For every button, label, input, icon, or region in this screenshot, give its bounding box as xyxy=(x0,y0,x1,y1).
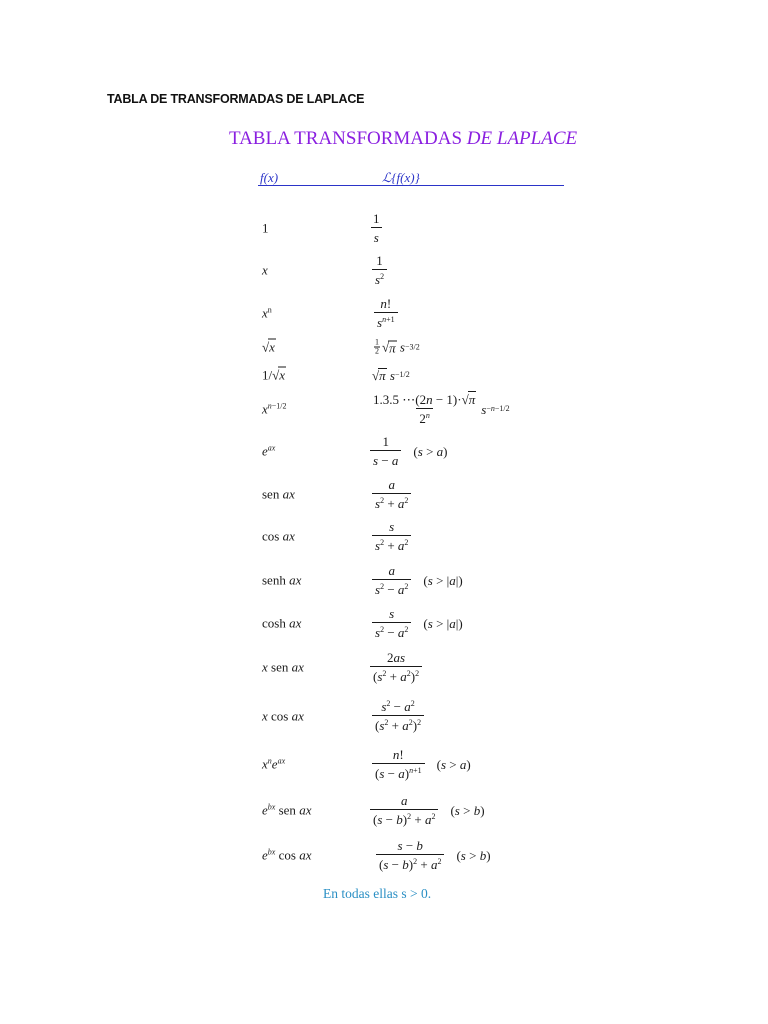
function-cell: $e^{bx}$ cos ax xyxy=(262,847,312,863)
transform-cell: $\frac{1}{2}$ √ π s −3/2 xyxy=(375,337,420,356)
function-cell: cos ax xyxy=(262,528,295,544)
table-title xyxy=(229,128,577,150)
transform-cell: $\frac{1}{s}$ xyxy=(368,212,385,244)
transform-cell: $\frac{s}{s^2 - a^2}$ (s > |a|) xyxy=(370,607,463,639)
transform-cell: √ π s −1/2 xyxy=(372,367,410,383)
table-title-plain: TABLA TRANSFORMADAS xyxy=(229,128,467,149)
transform-cell: $\frac{2as}{(s^2 + a^2)^2}$ xyxy=(368,651,424,683)
transform-cell: $\frac{s^2 - a^2}{(s^2 + a^2)^2}$ xyxy=(370,700,426,732)
transform-cell: $\frac{n!}{(s - a)^{n+1}}$ (s > a) xyxy=(370,748,471,780)
function-cell: senh ax xyxy=(262,572,302,588)
transform-cell: $\frac{s}{s^2 + a^2}$ xyxy=(370,520,413,552)
function-cell: 1/√x xyxy=(262,367,286,383)
function-cell: 1 xyxy=(262,220,269,236)
header-fx: f(x) xyxy=(260,170,279,185)
function-cell: $x^{n-1/2}$ xyxy=(262,401,287,417)
function-cell: x cos ax xyxy=(262,708,304,724)
transform-cell: $\frac{1}{s^2}$ xyxy=(370,254,389,286)
function-cell: sen ax xyxy=(262,486,295,502)
function-cell: √x xyxy=(262,339,275,355)
doc-title: TABLA DE TRANSFORMADAS DE LAPLACE xyxy=(107,92,365,106)
header-laplace: ℒ{f(x)} xyxy=(382,170,420,185)
function-cell: cosh ax xyxy=(262,615,302,631)
table-header xyxy=(258,170,564,186)
footer-note: En todas ellas s > 0. xyxy=(323,886,432,901)
transform-cell: $\frac{a}{(s - b)^2 + a^2}$ (s > b) xyxy=(368,794,485,826)
function-cell: $x^ne^{ax}$ xyxy=(262,756,286,772)
transform-cell: $\frac{n!}{s^{n+1}}$ xyxy=(372,297,400,329)
table-title-italic: DE LAPLACE xyxy=(466,128,578,149)
function-cell: $x^n$ xyxy=(262,305,272,321)
function-cell: $e^{bx}$ sen ax xyxy=(262,802,312,818)
transform-cell: $\frac{1.3.5 \cdots(2n - 1)\cdot√\pi}{2^n}$ s −n−1/2 xyxy=(373,392,510,426)
transform-cell: $\frac{a}{s^2 - a^2}$ (s > |a|) xyxy=(370,564,463,596)
function-cell: $e^{ax}$ xyxy=(262,443,276,459)
function-cell: x sen ax xyxy=(262,659,304,675)
transform-cell: $\frac{1}{s - a}$ (s > a) xyxy=(368,435,448,467)
transform-cell: $\frac{s - b}{(s - b)^2 + a^2}$ (s > b) xyxy=(374,839,491,871)
function-cell: x xyxy=(262,262,268,278)
transform-cell: $\frac{a}{s^2 + a^2}$ xyxy=(370,478,413,510)
